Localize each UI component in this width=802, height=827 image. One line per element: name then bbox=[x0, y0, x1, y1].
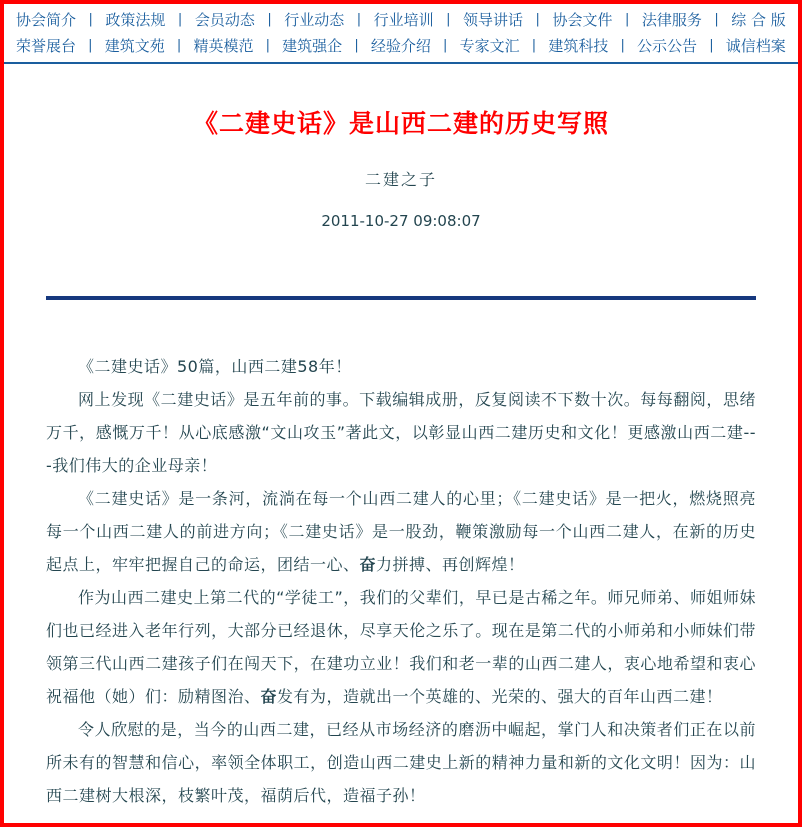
nav-link-member-news[interactable]: 会员动态 bbox=[194, 10, 255, 29]
nav-link-expert-collection[interactable]: 专家文汇 bbox=[459, 36, 520, 55]
nav-row-1 bbox=[10, 6, 792, 32]
nav-separator: | bbox=[620, 37, 625, 53]
nav-link-association-intro[interactable]: 协会简介 bbox=[16, 10, 77, 29]
nav-link-legal-services[interactable]: 法律服务 bbox=[641, 10, 702, 29]
nav-separator: | bbox=[443, 37, 448, 53]
nav-separator: | bbox=[714, 11, 719, 27]
article-author: 二建之子 bbox=[364, 170, 437, 189]
nav-separator: | bbox=[531, 37, 537, 53]
article-paragraph: 《二建史话》是一条河，流淌在每一个山西二建人的心里；《二建史话》是一把火，燃烧照亮每一个山西二建人的前进方向；《二建史话》是一股劲，鞭策激励每一个山西二建人，在新的历史起点上，牢牢把握自己的命运，团结一心、奋力拼搏、再创辉煌！ bbox=[46, 489, 756, 574]
nav-link-public-announcements[interactable]: 公示公告 bbox=[637, 36, 698, 55]
nav-link-integrity-archive[interactable]: 诚信档案 bbox=[725, 36, 786, 55]
article-paragraph: 《二建史话》50篇，山西二建58年！ bbox=[78, 357, 352, 376]
article-paragraph: 令人欣慰的是，当今的山西二建，已经从市场经济的磨沥中崛起，掌门人和决策者们正在以前所未有的智慧和信心，率领全体职工，创造山西二建史上新的精神力量和新的文化文明！因为：山西二建树大根深，枝繁叶茂，福荫后代，造福子孙！ bbox=[46, 720, 756, 805]
nav-separator: | bbox=[88, 37, 93, 53]
article-paragraph: 网上发现《二建史话》是五年前的事。下载编辑成册，反复阅读不下数十次。每每翻阅，思绪万千，感慨万千！从心底感激“文山攻玉”著此文，以彰显山西二建历史和文化！更感激山西二建---我们伟大的企业母亲！ bbox=[46, 390, 756, 475]
nav-link-strong-enterprises[interactable]: 建筑强企 bbox=[282, 36, 343, 55]
nav-row-2 bbox=[10, 32, 792, 58]
article-divider bbox=[46, 296, 756, 300]
nav-separator: | bbox=[354, 37, 359, 53]
nav-link-construction-tech[interactable]: 建筑科技 bbox=[548, 36, 609, 55]
nav-link-industry-news[interactable]: 行业动态 bbox=[284, 10, 345, 29]
nav-link-policy-regulations[interactable]: 政策法规 bbox=[105, 10, 166, 29]
article-paragraph: 作为山西二建史上第二代的“学徒工”，我们的父辈们，早已是古稀之年。师兄师弟、师姐师妹们也已经进入老年行列，大部分已经退休，尽享天伦之乐了。现在是第二代的小师弟和小师妹们带领第三代山西二建孩子们在闯天下，在建功立业！我们和老一辈的山西二建人，衷心地希望和衷心祝福他（她）们：励精图治、奋发有为，造就出一个英雄的、光荣的、强大的百年山西二建！ bbox=[46, 588, 756, 706]
article-body bbox=[46, 350, 756, 812]
nav-separator: | bbox=[265, 37, 270, 53]
nav-separator: | bbox=[177, 11, 183, 27]
nav-link-association-documents[interactable]: 协会文件 bbox=[552, 10, 613, 29]
nav-separator: | bbox=[356, 11, 362, 27]
nav-separator: | bbox=[535, 11, 540, 27]
nav-link-industry-training[interactable]: 行业培训 bbox=[373, 10, 434, 29]
nav-link-elite-models[interactable]: 精英模范 bbox=[193, 36, 254, 55]
nav-separator: | bbox=[176, 37, 182, 53]
nav-link-leader-speeches[interactable]: 领导讲话 bbox=[463, 10, 524, 29]
article-title: 《二建史话》是山西二建的历史写照 bbox=[192, 109, 609, 138]
nav-link-experience-intro[interactable]: 经验介绍 bbox=[370, 36, 431, 55]
nav-link-honor-showcase[interactable]: 荣誉展台 bbox=[16, 36, 77, 55]
nav-link-architecture-literature[interactable]: 建筑文苑 bbox=[104, 36, 165, 55]
nav-separator: | bbox=[624, 11, 630, 27]
nav-separator: | bbox=[709, 37, 714, 53]
top-nav bbox=[4, 4, 798, 64]
article-date: 2011-10-27 09:08:07 bbox=[321, 212, 481, 230]
nav-separator: | bbox=[88, 11, 93, 27]
nav-link-comprehensive-edition[interactable]: 综 合 版 bbox=[731, 10, 786, 29]
nav-separator: | bbox=[267, 11, 272, 27]
nav-separator: | bbox=[446, 11, 451, 27]
